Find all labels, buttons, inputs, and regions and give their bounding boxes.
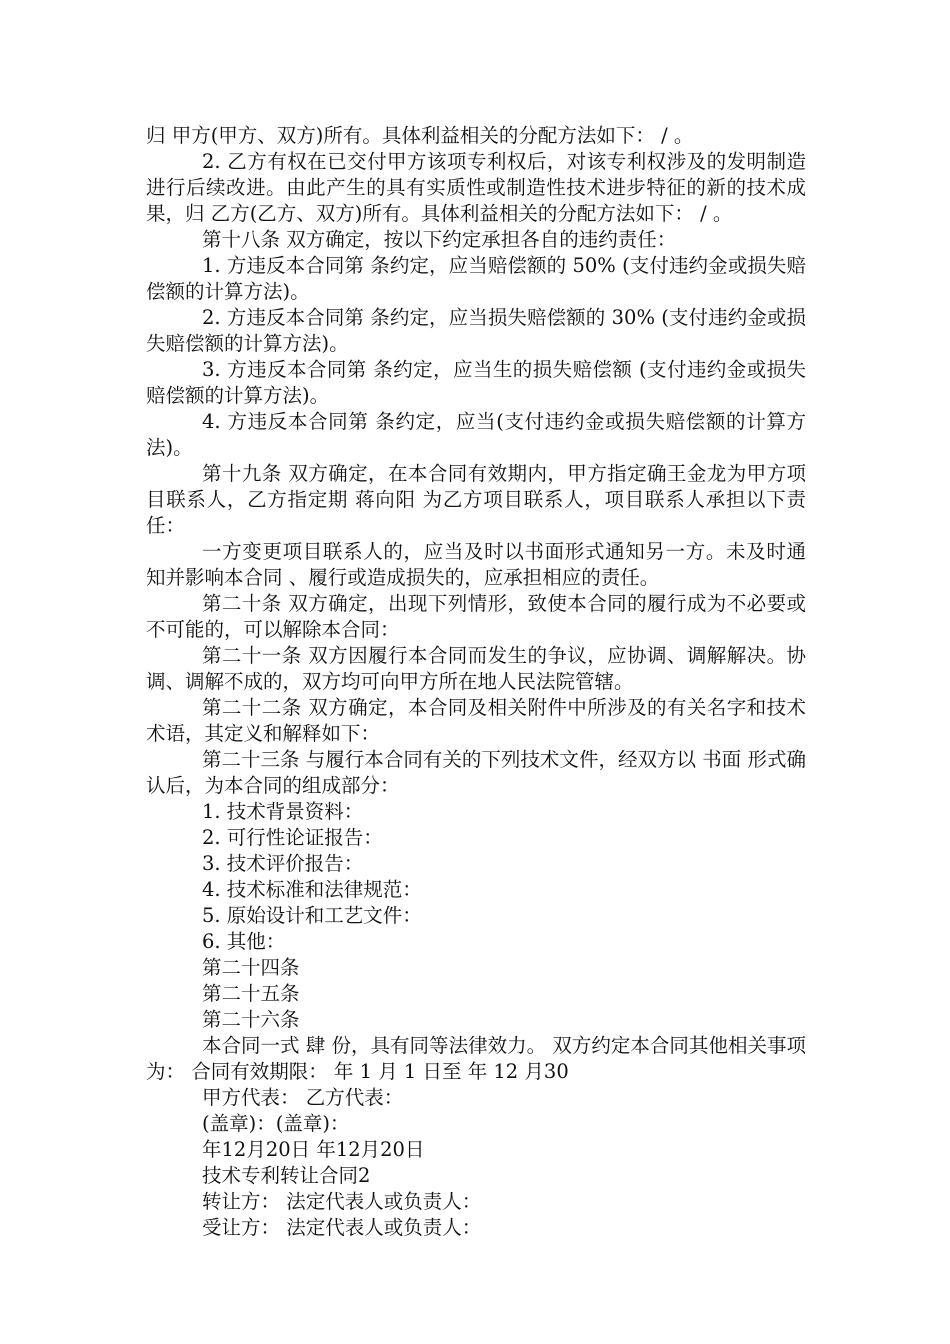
article-23-doc-2: 2. 可行性论证报告： (202, 826, 383, 849)
article-25: 第二十五条 (202, 982, 300, 1005)
article-23: 第二十三条 与履行本合同有关的下列技术文件，经双方以 书面 形式确认后，为本合同的组成部分： (146, 748, 806, 797)
article-18-item-1: 1. 方违反本合同第 条约定，应当赔偿额的 50% (支付违约金或损失赔偿额的计算方法)。 (146, 254, 806, 303)
transferor-line: 转让方： 法定代表人或负责人： (202, 1190, 482, 1213)
article-18-item-2: 2. 方违反本合同第 条约定，应当损失赔偿额的 30% (支付违约金或损失赔偿额的计算方法)。 (146, 306, 806, 355)
article-24: 第二十四条 (202, 956, 300, 979)
article-18-item-3: 3. 方违反本合同第 条约定，应当生的损失赔偿额 (支付违约金或损失赔偿额的计算方法)。 (146, 358, 806, 407)
copies-and-term: 本合同一式 肆 份，具有同等法律效力。 双方约定本合同其他相关事项为： 合同有效期限： 年 1 月 1 日至 年 12 月30 (146, 1034, 806, 1083)
article-18-item-4: 4. 方违反本合同第 条约定，应当(支付违约金或损失赔偿额的计算方法)。 (146, 410, 806, 459)
seal-line: (盖章)：(盖章)： (202, 1112, 350, 1135)
article-26: 第二十六条 (202, 1008, 300, 1031)
second-contract-title: 技术专利转让合同2 (202, 1164, 371, 1187)
article-21: 第二十一条 双方因履行本合同而发生的争议，应协调、调解解决。协调、调解不成的，双方均可向甲方所在地人民法院管辖。 (146, 644, 806, 693)
article-23-doc-5: 5. 原始设计和工艺文件： (202, 904, 422, 927)
article-23-doc-4: 4. 技术标准和法律规范： (202, 878, 422, 901)
paragraph-2: 2. 乙方有权在已交付甲方该项专利权后，对该专利权涉及的发明制造进行后续改进。由此产生的具有实质性或制造性技术进步特征的新的技术成果，归 乙方(乙方、双方)所有。具体利益相关的分配方法如下： / 。 (146, 150, 806, 225)
date-line: 年12月20日 年12月20日 (202, 1138, 425, 1161)
article-22: 第二十二条 双方确定，本合同及相关附件中所涉及的有关名字和技术术语，其定义和解释如下： (146, 696, 806, 745)
document-body (146, 123, 806, 1241)
paragraph-1: 归 甲方(甲方、双方)所有。具体利益相关的分配方法如下： / 。 (146, 124, 694, 147)
article-23-doc-1: 1. 技术背景资料： (202, 800, 364, 823)
article-20: 第二十条 双方确定，出现下列情形，致使本合同的履行成为不必要或不可能的，可以解除本合同： (146, 592, 806, 641)
article-19: 第十九条 双方确定，在本合同有效期内，甲方指定确王金龙为甲方项目联系人，乙方指定期 蒋向阳 为乙方项目联系人，项目联系人承担以下责任： (146, 462, 806, 537)
article-18-heading: 第十八条 双方确定，按以下约定承担各自的违约责任： (202, 228, 677, 251)
article-23-doc-3: 3. 技术评价报告： (202, 852, 364, 875)
article-23-doc-6: 6. 其他： (202, 930, 286, 953)
transferee-line: 受让方： 法定代表人或负责人： (202, 1216, 482, 1239)
representatives-line: 甲方代表： 乙方代表： (202, 1086, 404, 1109)
article-19-contact-change: 一方变更项目联系人的，应当及时以书面形式通知另一方。未及时通知并影响本合同 、履行或造成损失的，应承担相应的责任。 (146, 540, 806, 589)
